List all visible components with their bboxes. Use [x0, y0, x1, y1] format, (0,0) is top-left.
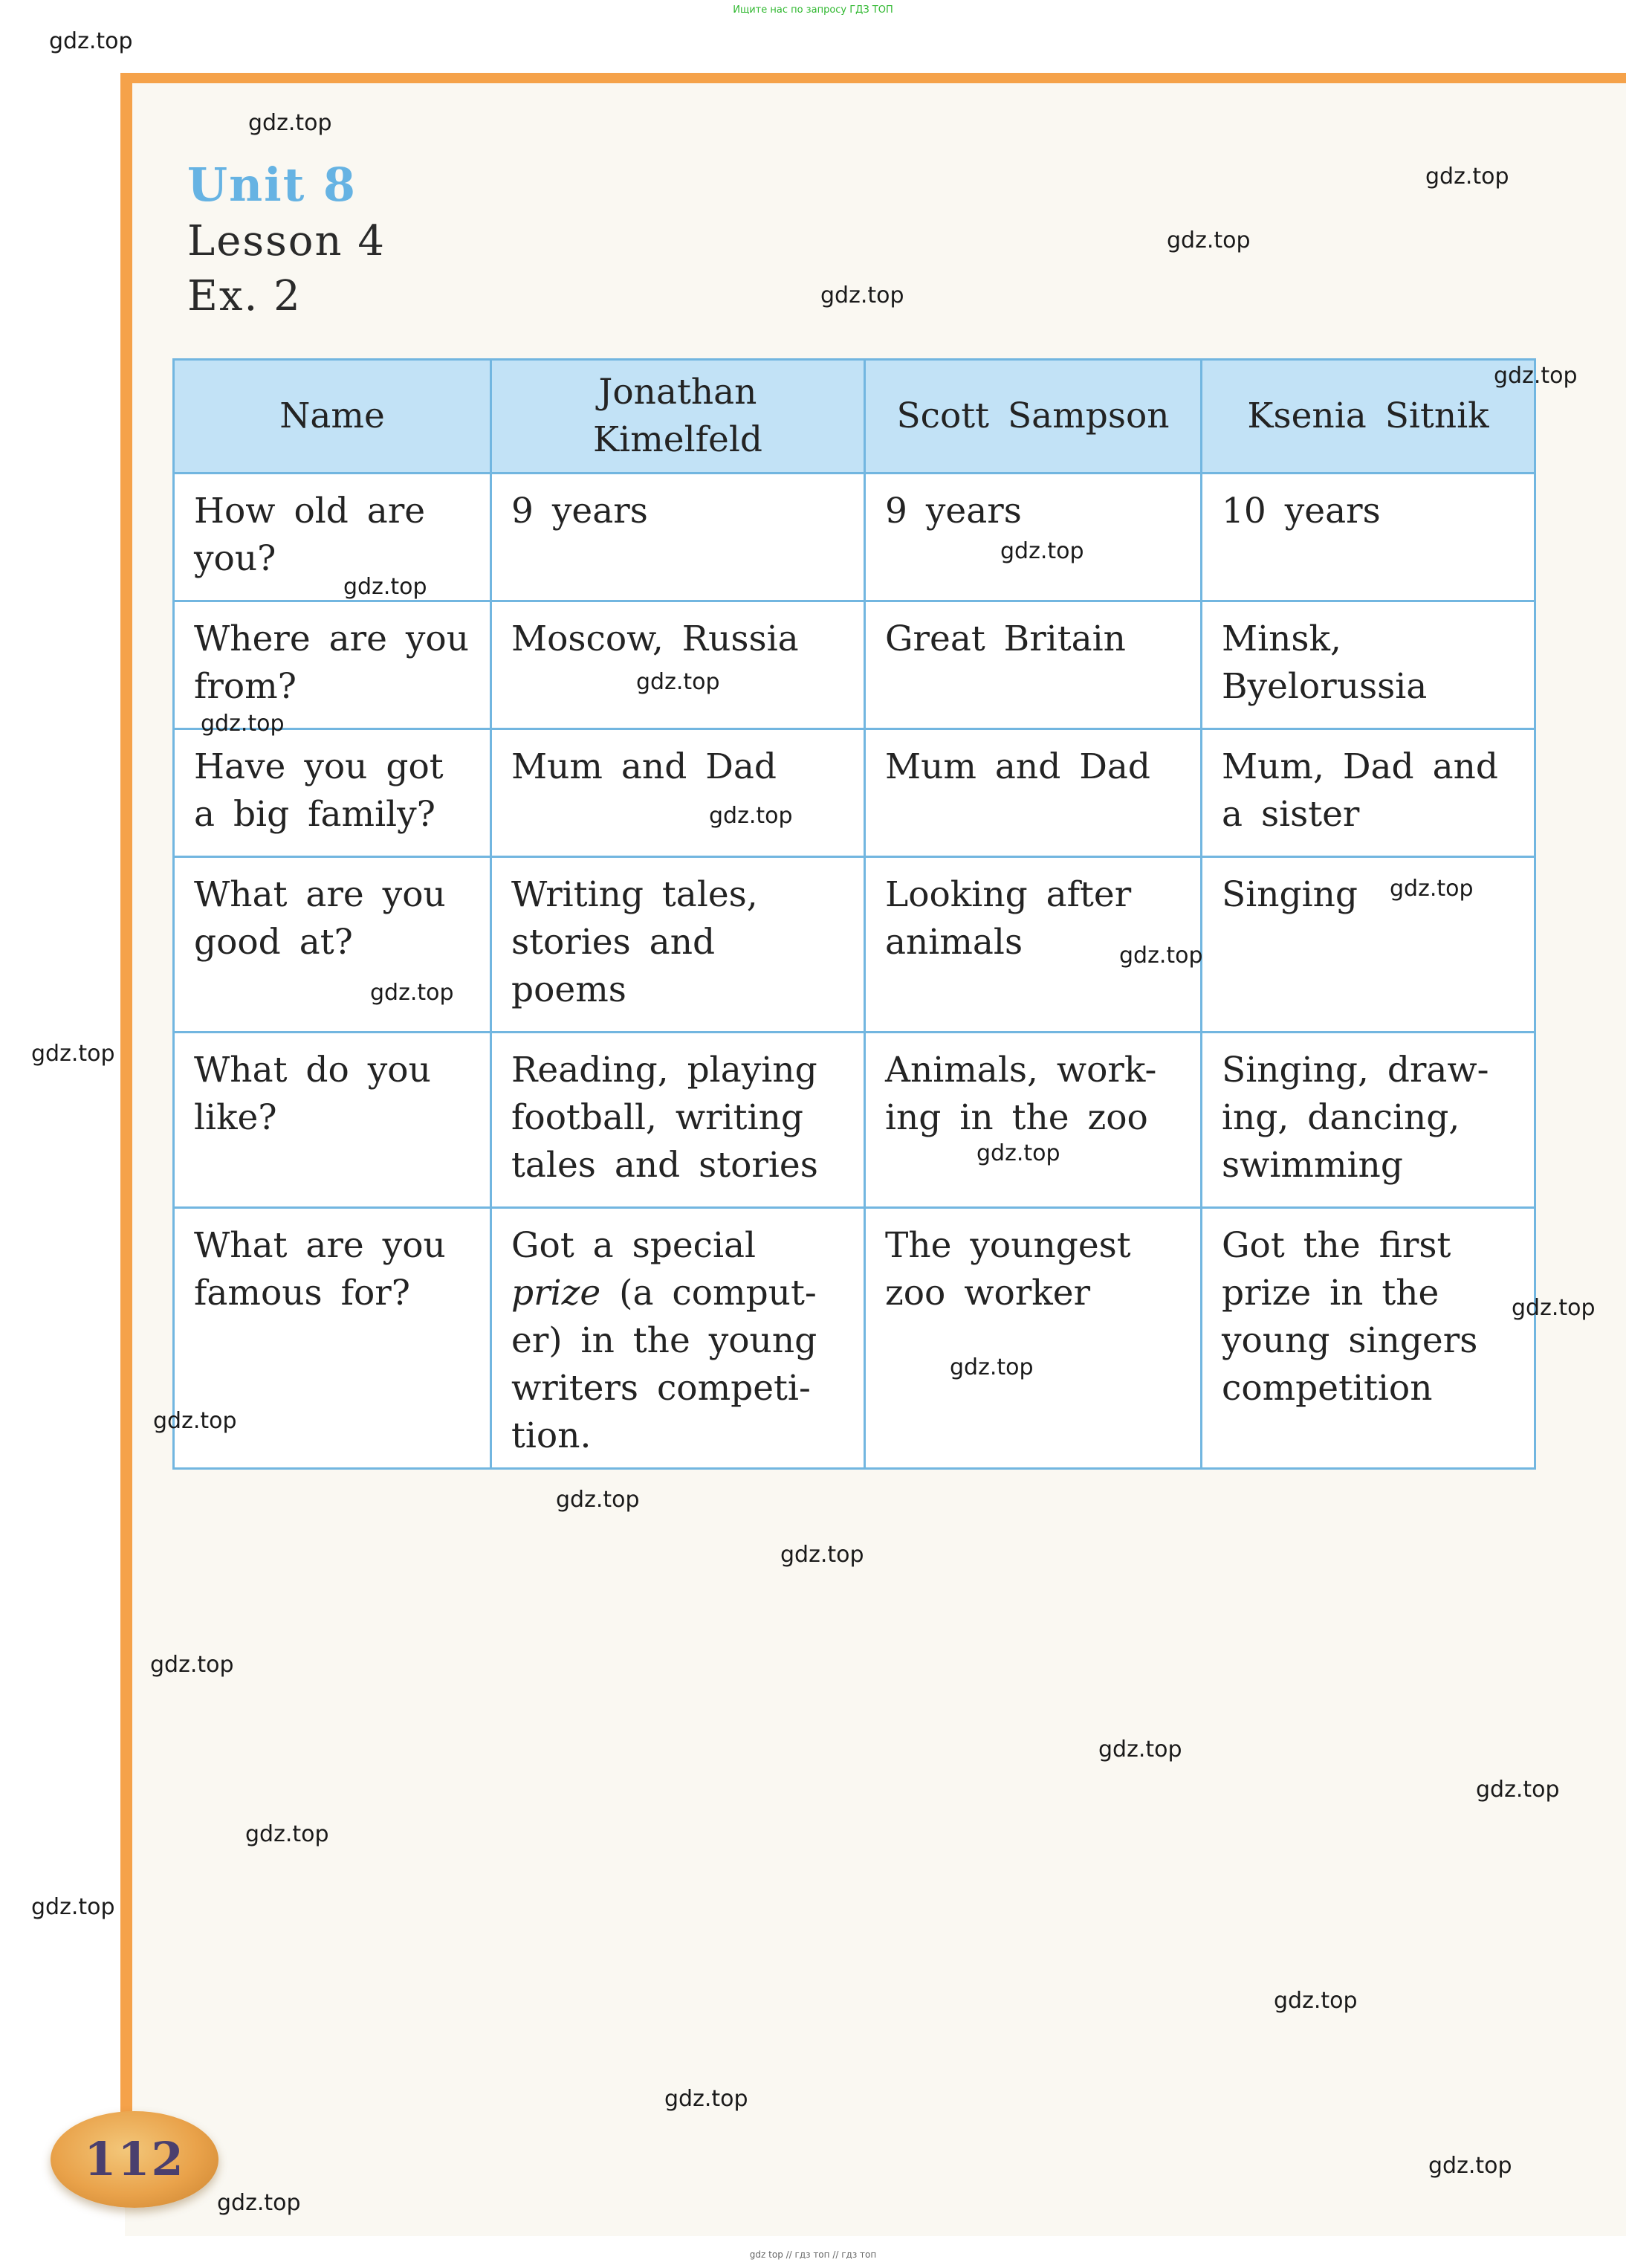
answer-text: Got a special: [511, 1225, 757, 1266]
question-cell: What are you good at?: [174, 857, 491, 1033]
table-row: [174, 857, 1535, 1033]
answer-cell: Got the first prize in the young singers competition: [1202, 1208, 1535, 1469]
unit-title: Unit 8: [187, 158, 357, 212]
table-row: [174, 1208, 1535, 1469]
column-header-name: Name: [174, 360, 491, 474]
watermark: gdz.top: [976, 1140, 1060, 1166]
watermark: gdz.top: [31, 1041, 115, 1067]
page-border-left: [120, 73, 132, 2125]
answer-cell: Minsk, Byelorussia: [1202, 601, 1535, 729]
watermark: gdz.top: [1428, 2153, 1512, 2179]
table-row: [174, 601, 1535, 729]
question-cell: What are you famous for?: [174, 1208, 491, 1469]
answer-cell: [491, 1208, 865, 1469]
watermark: gdz.top: [248, 110, 332, 136]
watermark: gdz.top: [1425, 164, 1509, 190]
question-cell: What do you like?: [174, 1033, 491, 1208]
watermark: gdz.top: [1494, 363, 1578, 389]
table-row: [174, 729, 1535, 857]
watermark: gdz.top: [343, 574, 427, 600]
watermark: gdz.top: [201, 711, 285, 737]
answer-cell: Moscow, Russia: [491, 601, 865, 729]
watermark: gdz.top: [1390, 876, 1474, 902]
table-header-row: [174, 360, 1535, 474]
answers-table: [172, 358, 1536, 1470]
column-header-scott: Scott Sampson: [865, 360, 1202, 474]
answer-text-italic: prize: [511, 1273, 601, 1314]
answer-cell: Writing tales, stories and poems: [491, 857, 865, 1033]
answer-cell: The youngest zoo worker: [865, 1208, 1202, 1469]
answer-cell: Reading, playing football, writing tales and stories: [491, 1033, 865, 1208]
answer-cell: Singing, draw-ing, dancing, swimming: [1202, 1033, 1535, 1208]
bottom-note: gdz top // гдз топ // гдз топ: [749, 2249, 877, 2260]
answer-cell: Singing: [1202, 857, 1535, 1033]
watermark: gdz.top: [636, 669, 720, 695]
lesson-title: Lesson 4: [187, 217, 386, 265]
watermark: gdz.top: [1274, 1988, 1358, 2014]
watermark: gdz.top: [1512, 1295, 1596, 1321]
watermark: gdz.top: [217, 2190, 301, 2216]
watermark: gdz.top: [245, 1821, 329, 1847]
answer-cell: 9 years: [491, 474, 865, 601]
answer-cell: 9 years: [865, 474, 1202, 601]
question-cell: Where are you from?: [174, 601, 491, 729]
watermark: gdz.top: [950, 1354, 1034, 1380]
watermark: gdz.top: [664, 2086, 748, 2112]
answer-cell: Mum, Dad and a sister: [1202, 729, 1535, 857]
answer-cell: 10 years: [1202, 474, 1535, 601]
answer-cell: Animals, work-ing in the zoo: [865, 1033, 1202, 1208]
question-cell: Have you got a big family?: [174, 729, 491, 857]
page-number: 112: [84, 2132, 185, 2186]
watermark: gdz.top: [150, 1652, 234, 1678]
watermark: gdz.top: [370, 980, 454, 1006]
watermark: gdz.top: [1000, 538, 1084, 564]
column-header-ksenia: Ksenia Sitnik: [1202, 360, 1535, 474]
answer-cell: Great Britain: [865, 601, 1202, 729]
answer-cell: Mum and Dad: [491, 729, 865, 857]
watermark: gdz.top: [1167, 227, 1251, 253]
table-row: [174, 1033, 1535, 1208]
page-border-top: [120, 73, 1626, 83]
watermark: gdz.top: [709, 803, 793, 829]
answer-cell: Mum and Dad: [865, 729, 1202, 857]
watermark: gdz.top: [31, 1894, 115, 1920]
watermark: gdz.top: [153, 1408, 237, 1434]
question-cell: How old are you?: [174, 474, 491, 601]
watermark: gdz.top: [556, 1487, 640, 1513]
column-header-jonathan: Jonathan Kimelfeld: [491, 360, 865, 474]
top-note: Ищите нас по запросу ГДЗ ТОП: [733, 4, 893, 16]
watermark: gdz.top: [1098, 1736, 1182, 1763]
watermark: gdz.top: [49, 28, 133, 54]
watermark: gdz.top: [1119, 943, 1203, 969]
watermark: gdz.top: [1476, 1777, 1560, 1803]
answer-cell: Looking after animals: [865, 857, 1202, 1033]
exercise-title: Ex. 2: [187, 272, 302, 320]
watermark: gdz.top: [780, 1542, 864, 1568]
watermark: gdz.top: [820, 282, 904, 308]
answer-text: (a comput-er) in the young writers competi-tion.: [511, 1273, 817, 1456]
